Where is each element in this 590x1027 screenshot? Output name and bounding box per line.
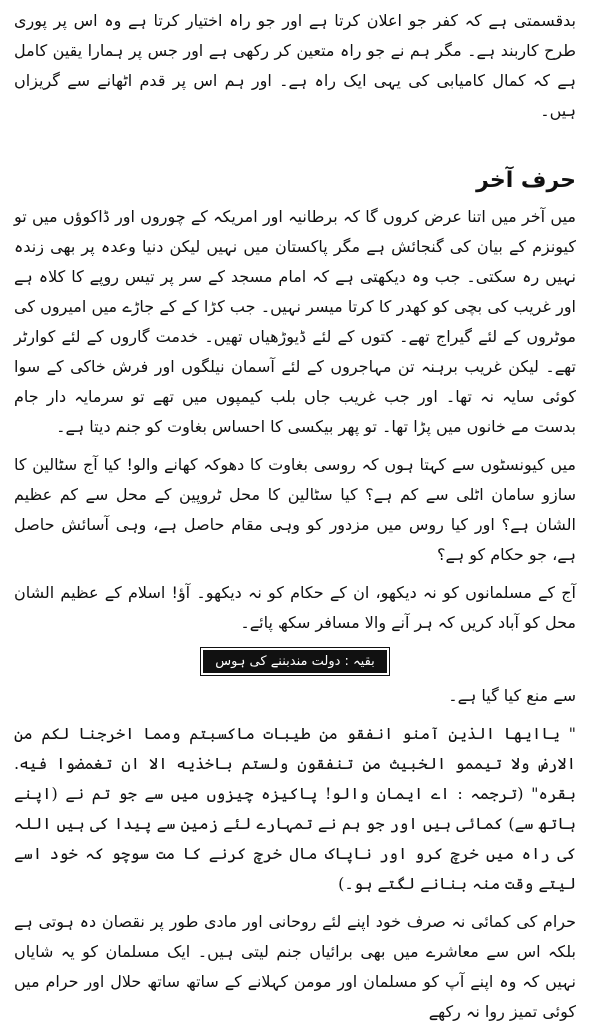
- body-paragraph-3: آج کے مسلمانوں کو نہ دیکھو، ان کے حکام کو نہ دیکھو۔ آؤ! اسلام کے عظیم الشان محل کو آباد کریں کہ ہر آنے والا مسافر سکھ پائے۔: [14, 583, 576, 632]
- intro-paragraph: بدقسمتی ہے کہ کفر جو اعلان کرتا ہے اور جو راہ اختیار کرتا ہے وہ اس پر پوری طرح کاربند ہے۔ مگر ہم نے جو راہ متعین کر رکھی ہے اور جس پر ہمارا یقین کامل ہے کہ کمال کامیابی کی یہی ایک راہ ہے۔ اور ہم اس پر قدم اٹھانے سے گریزاں ہیں۔: [14, 11, 576, 120]
- body-paragraph-2: میں کیونسٹوں سے کہتا ہوں کہ روسی بغاوت کا دھوکہ کھانے والو! کیا آج سٹالین کا سازو سامان اٹلی سے کم ہے؟ کیا سٹالین کا محل ٹروپین کے محل سے کم عظیم الشان ہے؟ اور کیا روس میں مزدور کو وہی مقام حاصل ہے، وہی آسائش حاصل ہے، جو حکام کو ہے؟: [14, 455, 576, 564]
- continuation-label: بقیہ : دولت مندبننے کی ہوس: [203, 650, 387, 673]
- body-paragraph-1: میں آخر میں اتنا عرض کروں گا کہ برطانیہ اور امریکہ کے چوروں اور ڈاکوؤں میں تو کیونزم کے بیان کی گنجائش ہے مگر پاکستان میں نہیں لیکن دنیا وعدہ پر بھی زندہ نہیں رہ سکتی۔ جب وہ دیکھتی ہے کہ امام مسجد کے سر پر تیس روپے کا کلاہ ہے اور غریب کی بچی کو کھدر کا کرتا میسر نہیں۔ جب کڑا کے کے جاڑے میں امیروں کی موٹروں کے لئے گیراج تھے۔ کتوں کے لئے ڈیوڑھیاں تھیں۔ خدمت گاروں کے لئے کوارٹر تھے۔ لیکن غریب برہنہ تن مہاجروں کے لئے آسمان نیلگوں اور فرش خاکی کے سوا کوئی سایہ نہ تھا۔ اور جب غریب جاں بلب کیمپوں میں تھے تو سرمایہ دار جام بدست مے خانوں میں پڑا تھا۔ تو پھر بیکسی کا احساس بغاوت کو جنم دیتا ہے۔: [14, 207, 576, 436]
- closing-paragraph: حرام کی کمائی نہ صرف خود اپنے لئے روحانی اور مادی طور پر نقصان دہ ہوتی ہے بلکہ اس سے معاشرے میں بھی برائیاں جنم لیتی ہیں۔ ایک مسلمان کو یہ شایاں نہیں کہ وہ اپنے آپ کو مسلمان اور مومن کہلانے کے ساتھ ساتھ حلال اور حرام میں کوئی تمیز روا نہ رکھے: [14, 912, 576, 1021]
- continuation-label-wrapper: [14, 650, 576, 673]
- section-heading: حرف آخر: [476, 168, 576, 193]
- quran-quote-paragraph: " یاایها الذین آمنو انفقو من طیبات ماکسبتم ومما اخرجنا لکم من الارض ولا تیممو الخبیث من تنفقون ولستم باخذیه الا ان تغمضوا فیه. بقره" (ترجمہ : اے ایمان والو! پاکیزہ چیزوں میں سے جو تم نے (اپنے ہاتھ سے) کمائی ہیں اور جو ہم نے تمہارے لئے زمین سے پیدا کی ہیں اللہ کی راہ میں خرچ کرو اور ناپاک مال خرچ کرنے کا مت سوچو کہ خود اسے لیتے وقت منہ بنانے لگتے ہو۔): [14, 724, 576, 893]
- continuation-line-1: سے منع کیا گیا ہے۔: [448, 686, 576, 705]
